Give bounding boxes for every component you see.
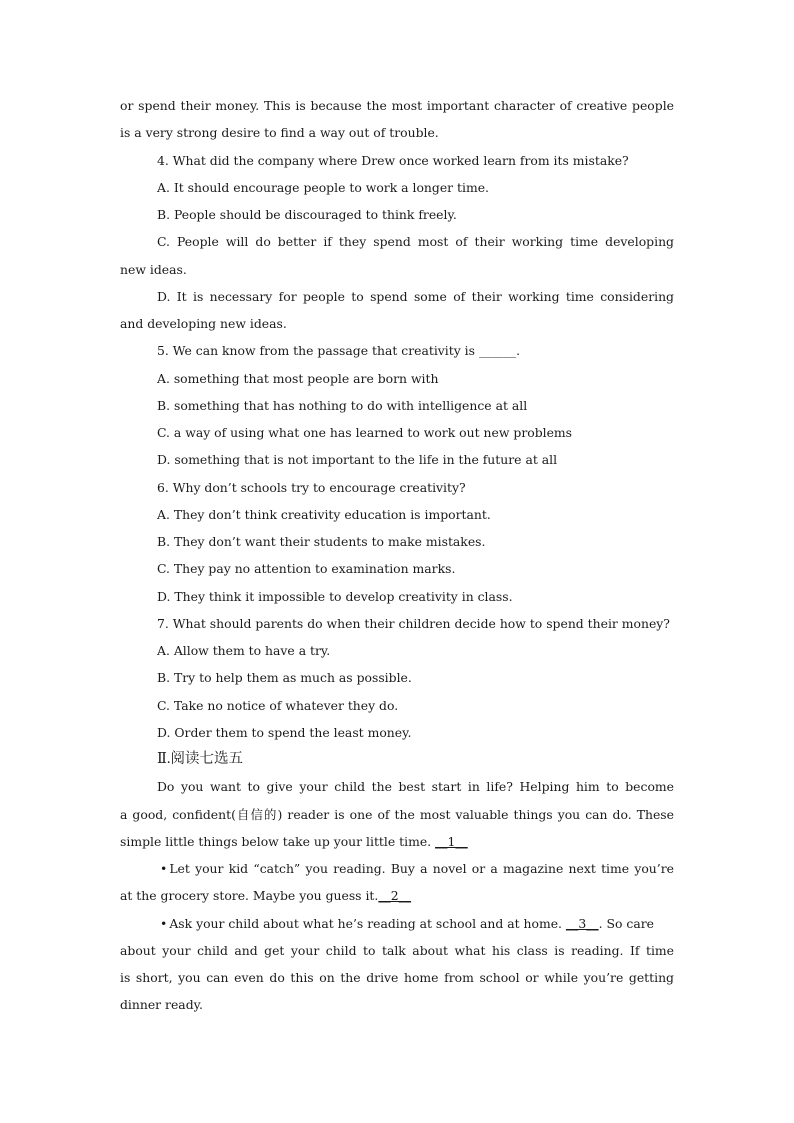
passage-line: Do you want to give your child the best start in life? Helping him to become [157, 779, 674, 795]
question-section [120, 92, 674, 746]
passage-text: simple little things below take up your little time. [120, 833, 436, 849]
bullet-line [120, 910, 674, 937]
passage-line [120, 828, 674, 855]
text-line: D. something that is not important to the life in the future at all [157, 452, 558, 468]
text-line: D. Order them to spend the least money. [157, 724, 412, 740]
text-line: B. They don’t want their students to make mistakes. [157, 534, 486, 549]
passage-line: dinner ready. [120, 997, 203, 1013]
answer-blank-3: __3__ [565, 915, 599, 931]
bullet-icon: • [160, 915, 168, 931]
text-line: A. It should encourage people to work a longer time. [157, 179, 489, 195]
text-line: 6. Why don’t schools try to encourage creativity? [157, 479, 466, 495]
passage-text: at the grocery store. Maybe you guess it. [120, 888, 379, 904]
bullet-line [120, 855, 674, 882]
text-line: new ideas. [120, 261, 187, 277]
text-line: A. something that most people are born with [157, 370, 439, 386]
passage-line: is short, you can even do this on the drive home from school or while you’re getting [120, 970, 674, 985]
text-line: D. They think it impossible to develop creativity in class. [157, 588, 513, 604]
text-line: B. Try to help them as much as possible. [157, 670, 412, 686]
passage-line: about your child and get your child to talk about what his class is reading. If time [120, 942, 674, 958]
bullet-icon: • [160, 861, 168, 876]
text-line: A. Allow them to have a try. [157, 643, 331, 658]
text-line: C. They pay no attention to examination marks. [157, 561, 456, 577]
text-line: or spend their money. This is because the most important character of creative people [120, 98, 674, 113]
answer-blank-2: __2__ [378, 888, 412, 904]
passage-line: a good, confident(自信的) reader is one of the most valuable things you can do. These [120, 806, 674, 822]
section-title: Ⅱ.阅读七选五 [157, 751, 243, 767]
text-line: C. People will do better if they spend most of their working time developing [157, 234, 674, 250]
bullet-text: Let your kid “catch” you reading. Buy a novel or a magazine next time you’re [169, 861, 674, 876]
document-page [120, 92, 674, 1019]
text-line: is a very strong desire to find a way out of trouble. [120, 125, 439, 141]
bullet-text-tail: . So care [598, 915, 654, 931]
text-line: C. a way of using what one has learned to work out new problems [157, 425, 573, 440]
bullet-text: Ask your child about what he’s reading at school and at home. [169, 915, 566, 931]
text-line: and developing new ideas. [120, 316, 287, 331]
text-line: 5. We can know from the passage that creativity is ______. [157, 343, 521, 359]
answer-blank-1: __1__ [435, 833, 468, 849]
text-line: B. something that has nothing to do with intelligence at all [157, 397, 528, 413]
text-line: 7. What should parents do when their children decide how to spend their money? [157, 615, 670, 631]
text-line: B. People should be discouraged to think freely. [157, 207, 457, 222]
passage-line [120, 882, 674, 909]
text-line: D. It is necessary for people to spend some of their working time considering [157, 288, 674, 304]
text-line: C. Take no notice of whatever they do. [157, 697, 399, 713]
text-line: 4. What did the company where Drew once worked learn from its mistake? [157, 152, 629, 168]
text-line: A. They don’t think creativity education is important. [157, 506, 491, 522]
